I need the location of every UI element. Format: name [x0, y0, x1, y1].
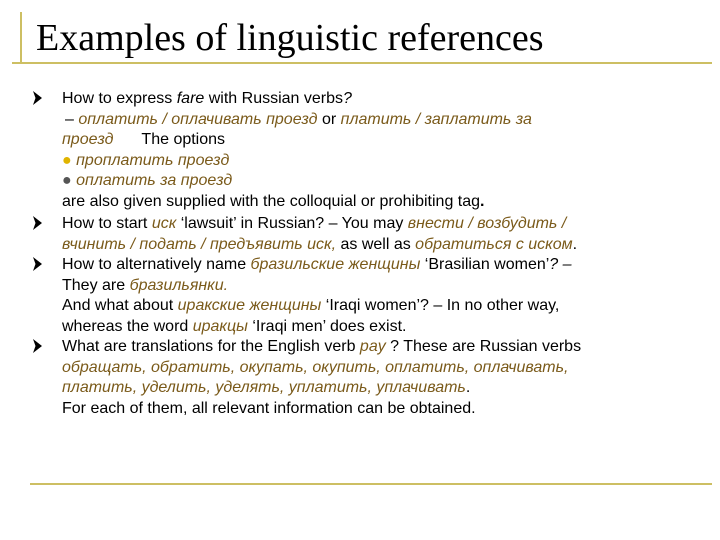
bullet-item-2: How to start иск ‘lawsuit’ in Russian? – You may внести / возбудить / вчинить / подать / предъявить иск, as well as обратиться с иском. — [32, 214, 716, 255]
arrow-bullet-icon — [33, 91, 42, 105]
grey-dot-bullet: ● — [62, 172, 72, 189]
arrow-bullet-icon — [33, 257, 42, 271]
slide-body — [32, 89, 716, 419]
arrow-bullet-icon — [33, 216, 42, 230]
bullet-item-4: What are translations for the English verb pay ? These are Russian verbs обращать, обратить, окупать, окупить, оплатить, оплачивать, платить, уделить, уделять, уплатить, уплачивать. For each of them, all relevant information can be obtained. — [32, 337, 716, 419]
bullet-item-3: How to alternatively name бразильские женщины ‘Brasilian women’? – They are бразильянки. And what about иракские женщины ‘Iraqi women’? – In no other way, whereas the word иракцы ‘Iraqi men’ does exist. — [32, 255, 716, 337]
slide-title: Examples of linguistic references — [36, 17, 544, 59]
title-vertical-rule — [20, 12, 22, 64]
arrow-bullet-icon — [33, 339, 42, 353]
title-underline — [12, 62, 712, 64]
footer-rule — [30, 483, 712, 485]
bullet-item-1: How to express fare with Russian verbs? – оплатить / оплачивать проезд or платить / заплатить за проезд The options ● проплатить проезд ● оплатить за проезд are also given supplied with the colloquial or prohibiting tag. — [32, 89, 716, 212]
yellow-dot-bullet: ● — [62, 151, 72, 169]
